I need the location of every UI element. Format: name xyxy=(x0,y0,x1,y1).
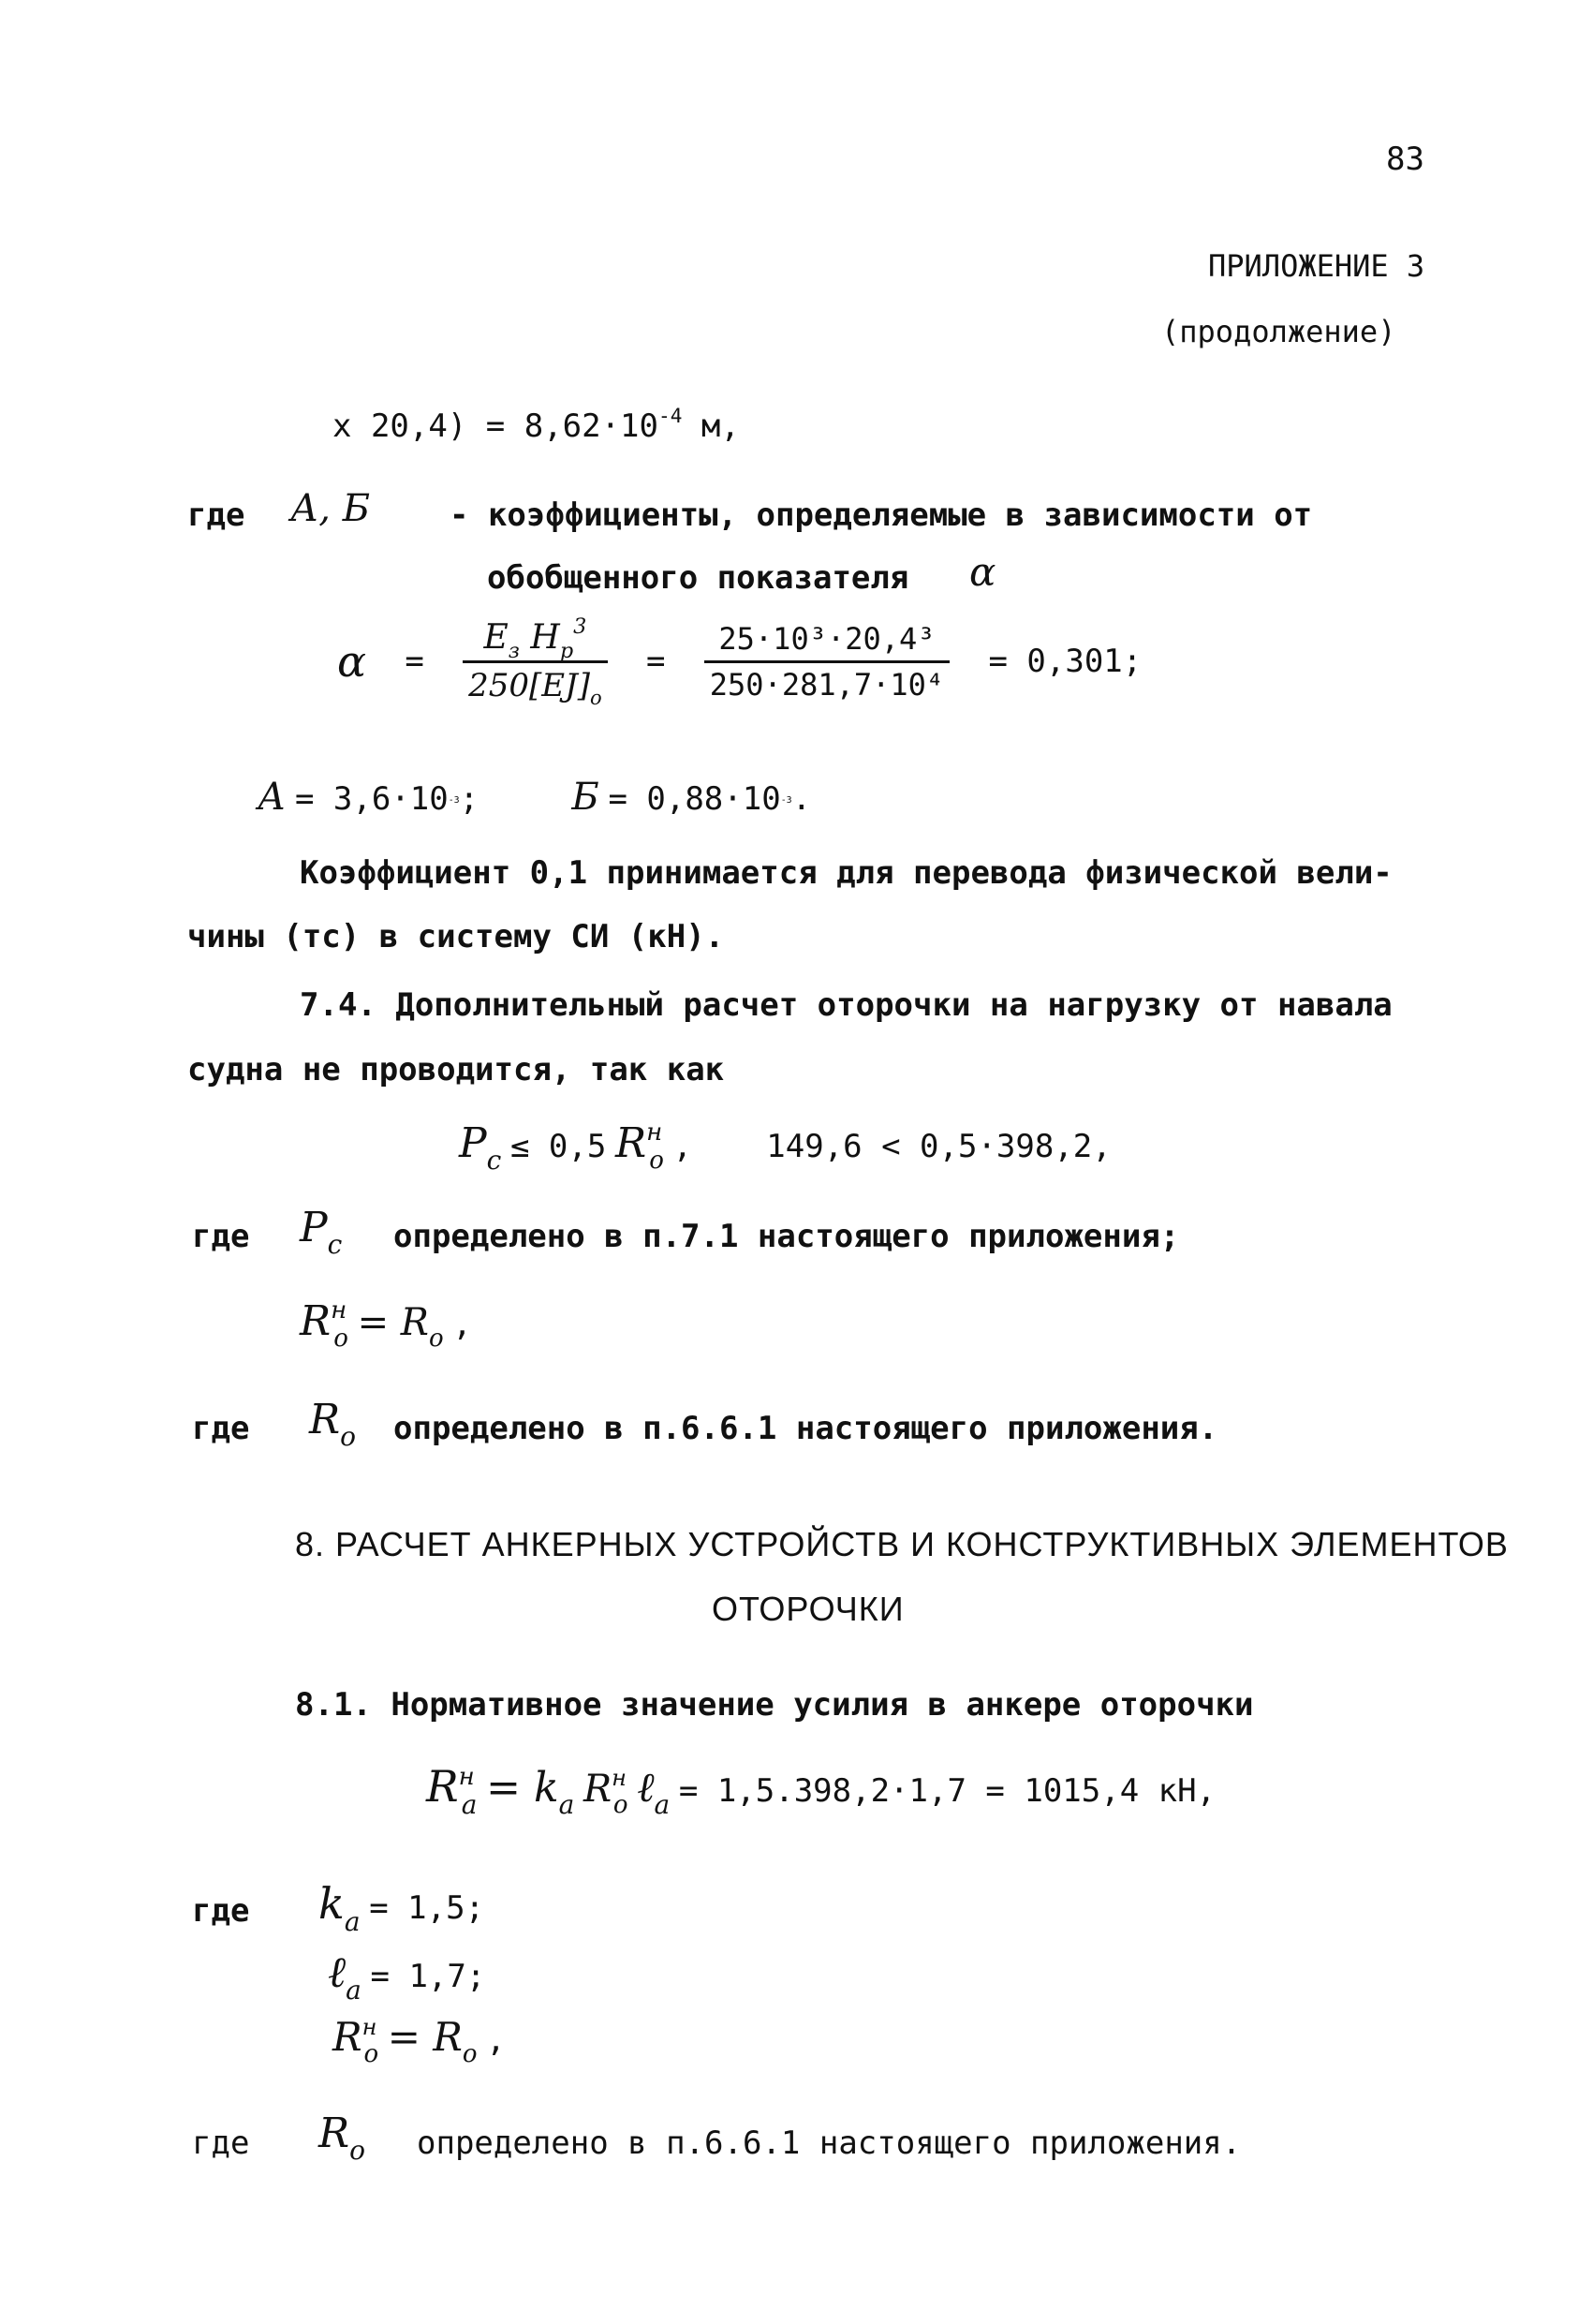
para-coef-line-1: Коэффициент 0,1 принимается для перевода физической вели- xyxy=(300,854,1393,892)
where-symbol-pc: Pc xyxy=(300,1204,343,1260)
section-8-heading-line-2: ОТОРОЧКИ xyxy=(712,1590,905,1628)
alpha-fraction-numeric: $\frac{\text{25·10³·20,4³}}{\text{250·281,7·10⁴}}$ xyxy=(704,621,950,703)
coef-description-2: обобщенного показателя xyxy=(487,559,909,597)
calc-tail: x $20,4) = 8,62\cdot 10^{-4}$ м, xyxy=(332,404,740,445)
alpha-fraction-symbolic: $\frac{E_з H_р^3}{250[EJ]_о}$ xyxy=(463,618,608,704)
appendix-title: ПРИЛОЖЕНИЕ 3 xyxy=(1208,248,1425,284)
coef-description-1: - коэффициенты, определяемые в зависимости от xyxy=(450,496,1313,534)
para-8-1: 8.1. Нормативное значение усилия в анкере оторочки xyxy=(295,1686,1254,1724)
where-pc-text: определено в п.7.1 настоящего приложения; xyxy=(393,1218,1180,1255)
where-ro-text-1: определено в п.6.6.1 настоящего приложения. xyxy=(393,1410,1218,1447)
where-label-1: где xyxy=(187,496,245,534)
where-ro-text-2: определено в п.6.6.1 настоящего приложения. xyxy=(417,2124,1242,2162)
section-8-heading-line-1: 8. РАСЧЕТ АНКЕРНЫХ УСТРОЙСТВ И КОНСТРУКТИВНЫХ ЭЛЕМЕНТОВ xyxy=(295,1525,1509,1563)
anchor-formula: Rнa = ka Rно ℓa = 1,5.398,2·1,7 = 1015,4 кН, xyxy=(426,1761,1217,1820)
where-label-2: где xyxy=(192,1218,250,1255)
where-ka: ka = 1,5; xyxy=(318,1878,485,1937)
where-la: ℓa = 1,7; xyxy=(328,1947,486,2006)
alpha-symbol: α xyxy=(969,549,996,595)
para-7-4-line-2: судна не проводится, так как xyxy=(187,1051,725,1088)
appendix-subtitle: (продолжение) xyxy=(1161,314,1396,349)
where-rah: Rно = Rо , xyxy=(332,2014,506,2068)
rnh-formula: Rно = Rо , xyxy=(300,1295,472,1353)
para-7-4-line-1: 7.4. Дополнительный расчет оторочки на нагрузку от навала xyxy=(300,986,1393,1024)
where-label-4: где xyxy=(192,1892,250,1930)
where-symbol-ro-1: Rо xyxy=(309,1396,356,1452)
where-label-5: где xyxy=(192,2124,250,2162)
alpha-formula: α = $\frac{E_з H_р^3}{250[EJ]_о}$ = $\frac{\text{25·10³·20,4³}}{\text{250·281,7·10⁴}}$ = 0,301; xyxy=(337,614,1143,710)
coef-symbols: А, Б xyxy=(290,487,371,530)
page-number: 83 xyxy=(1386,141,1424,178)
para-coef-line-2: чины (тс) в систему СИ (кН). xyxy=(187,918,725,955)
where-symbol-ro-2: Rо xyxy=(318,2109,365,2166)
coef-values: $А = 3,6\cdot 10^{-3}$; $Б = 0,88\cdot 10^{-3}$. xyxy=(258,776,812,819)
inequality-formula: Pc ≤ 0,5 Rно , 149,6 < 0,5·398,2, xyxy=(459,1118,1112,1176)
where-label-3: где xyxy=(192,1410,250,1447)
